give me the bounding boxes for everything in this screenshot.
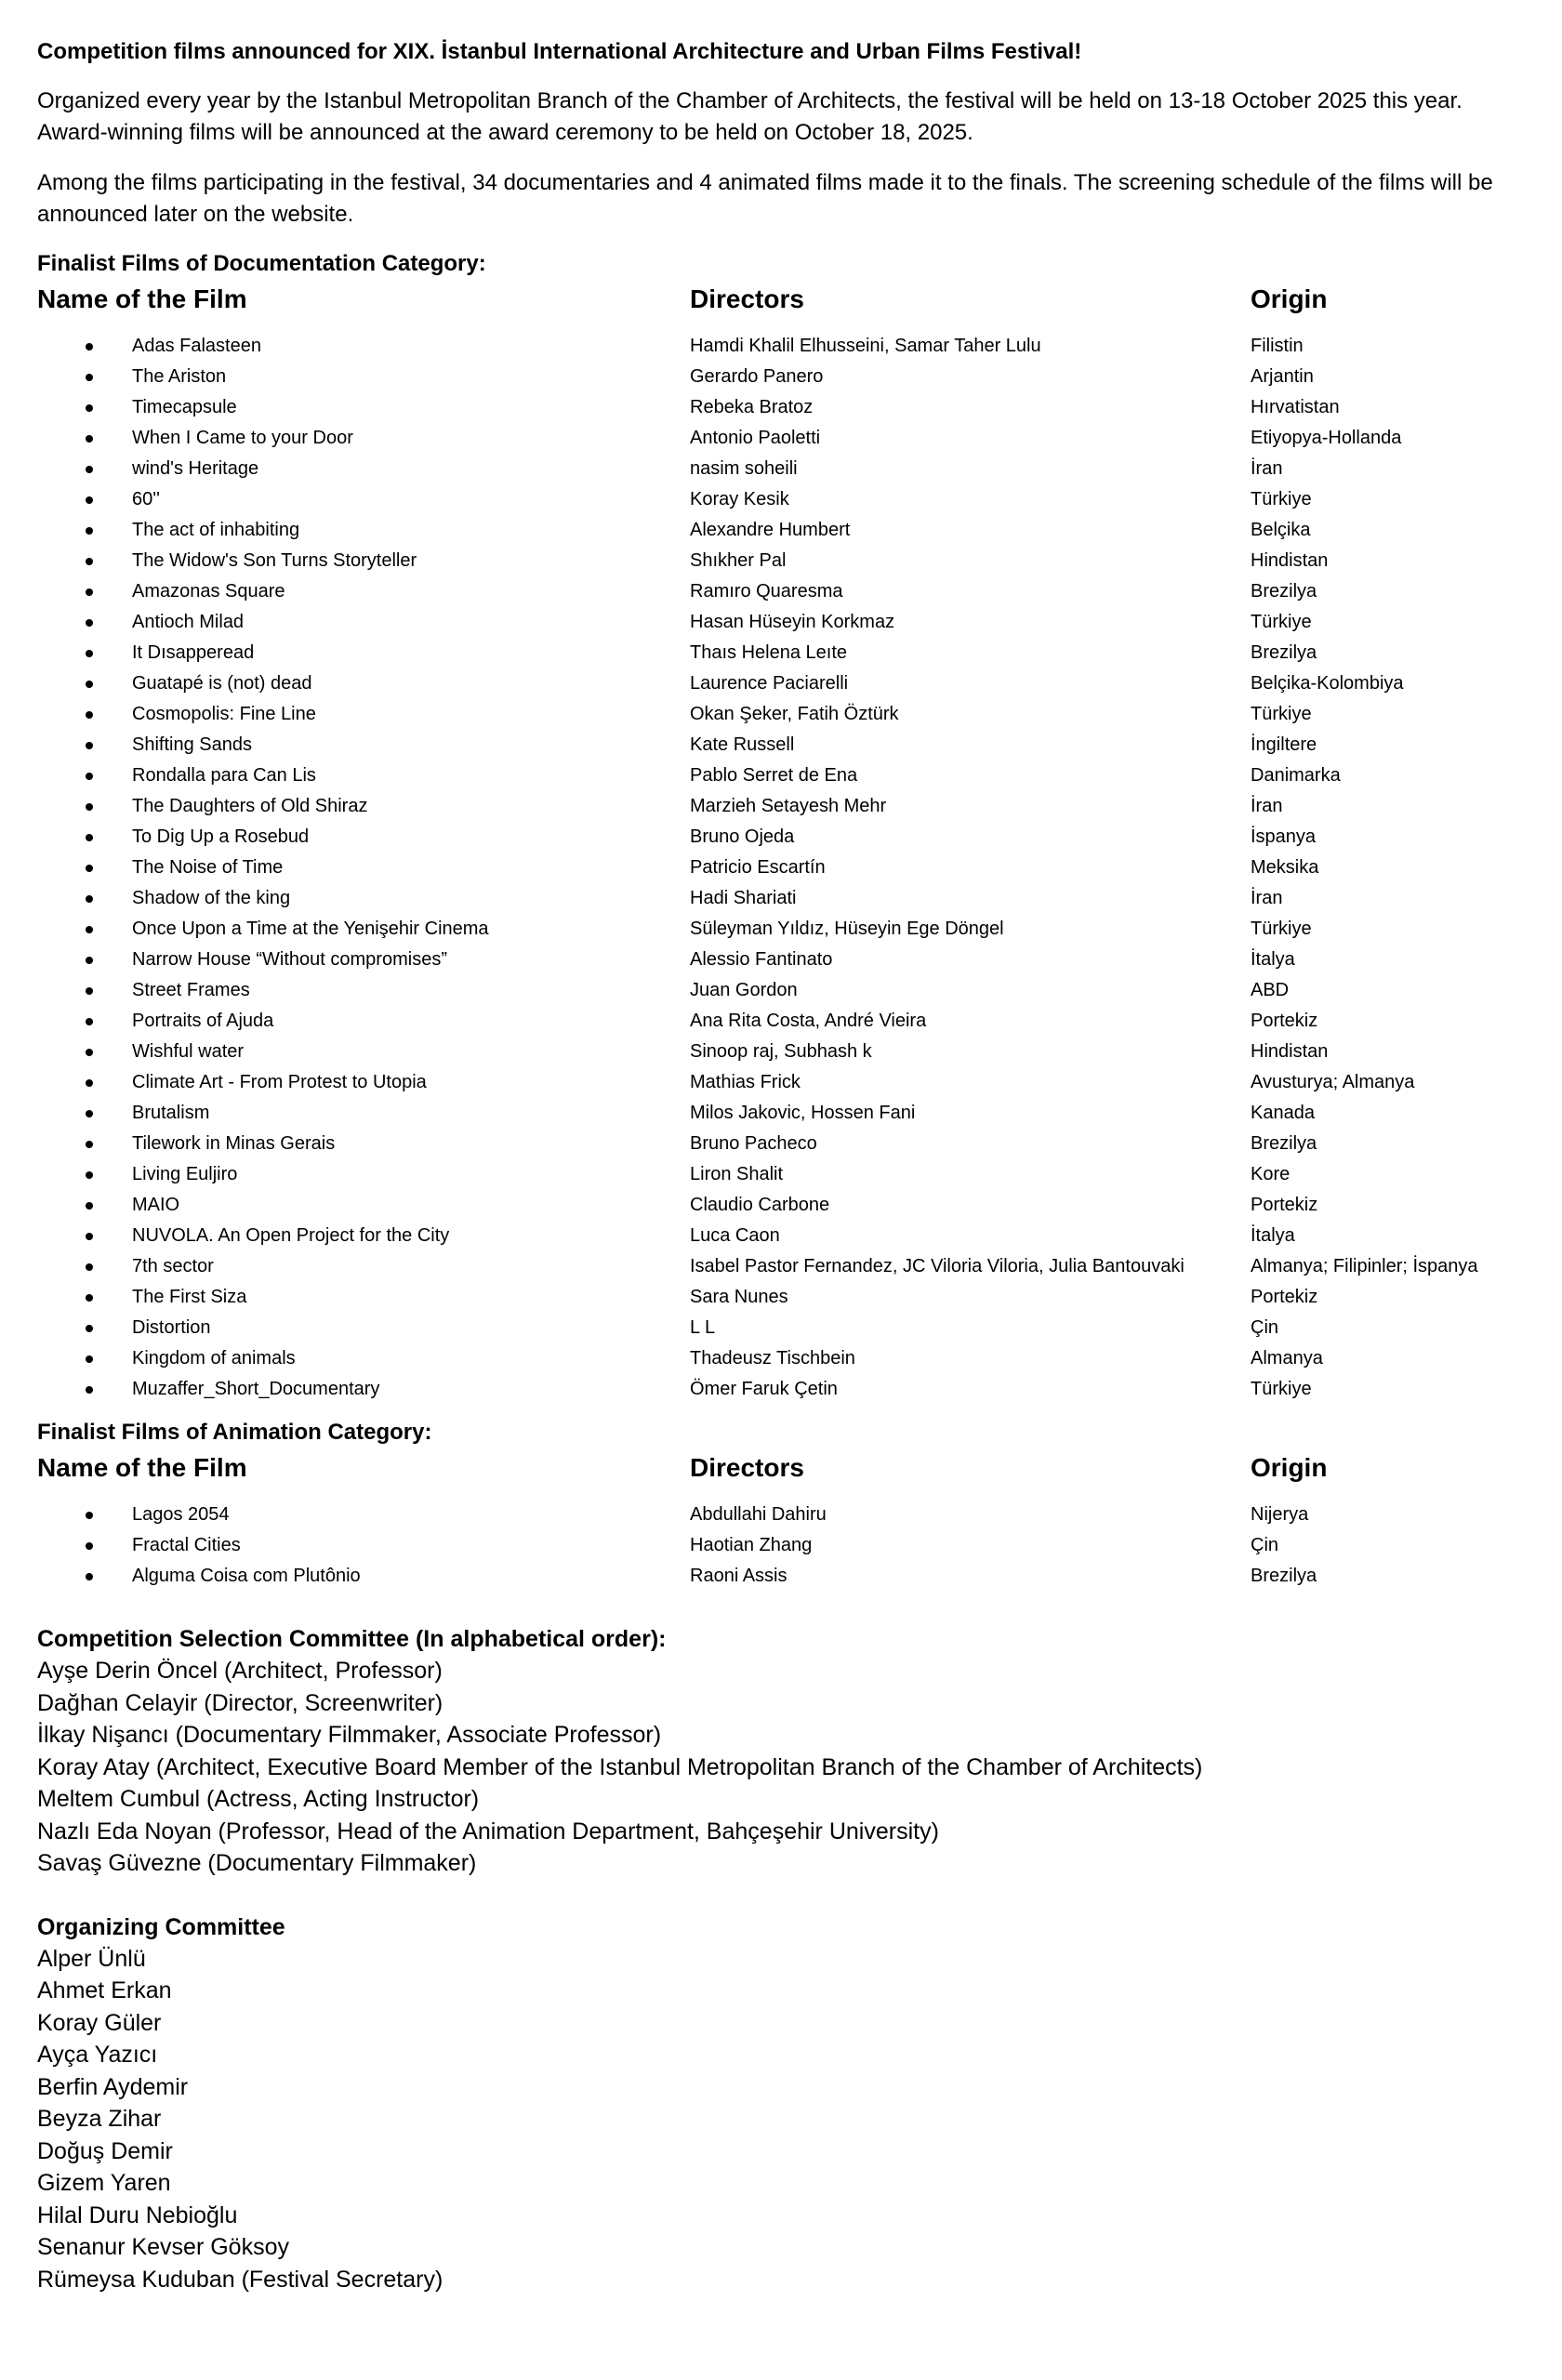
- bullet-icon: [86, 1355, 93, 1363]
- bullet-cell: [37, 435, 132, 443]
- film-name: MAIO: [132, 1195, 180, 1215]
- film-name: The Ariston: [132, 366, 227, 387]
- film-row: [37, 1159, 1525, 1190]
- bullet-icon: [86, 404, 93, 412]
- bullet-cell: [37, 1202, 132, 1210]
- film-directors: Kate Russell: [690, 734, 795, 755]
- film-origin: Filistin: [1251, 336, 1304, 356]
- bullet-icon: [86, 1263, 93, 1271]
- film-row: [37, 515, 1525, 546]
- header-film-name: Name of the Film: [37, 284, 247, 313]
- film-row: [37, 1190, 1525, 1221]
- film-row: [37, 638, 1525, 668]
- documentary-film-list: [37, 331, 1525, 1405]
- film-directors: Claudio Carbone: [690, 1195, 830, 1215]
- film-row: [37, 1129, 1525, 1159]
- film-origin: Danimarka: [1251, 765, 1341, 786]
- animation-category-title: Finalist Films of Animation Category:: [37, 1420, 432, 1445]
- film-name: Kingdom of animals: [132, 1348, 296, 1368]
- film-directors: Hamdi Khalil Elhusseini, Samar Taher Lulu: [690, 336, 1041, 356]
- bullet-cell: [37, 650, 132, 657]
- film-directors: Hasan Hüseyin Korkmaz: [690, 612, 895, 632]
- film-name: Amazonas Square: [132, 581, 285, 602]
- film-origin: Çin: [1251, 1535, 1279, 1555]
- header-film-name: Name of the Film: [37, 1453, 247, 1482]
- film-origin: Brezilya: [1251, 581, 1317, 602]
- committee-member: Senanur Kevser Göksoy: [37, 2234, 289, 2260]
- film-origin: Belçika: [1251, 520, 1311, 540]
- bullet-cell: [37, 404, 132, 412]
- film-origin: Türkiye: [1251, 919, 1312, 939]
- bullet-icon: [86, 711, 93, 719]
- animation-table-header: [37, 1448, 1525, 1488]
- film-name: It Dısapperead: [132, 642, 255, 663]
- committee-member: Beyza Zihar: [37, 2106, 162, 2132]
- film-name: The act of inhabiting: [132, 520, 300, 540]
- film-row: [37, 822, 1525, 853]
- bullet-cell: [37, 834, 132, 841]
- bullet-cell: [37, 1542, 132, 1550]
- bullet-icon: [86, 588, 93, 596]
- bullet-cell: [37, 374, 132, 381]
- film-directors: Thaıs Helena Leıte: [690, 642, 847, 663]
- film-directors: Mathias Frick: [690, 1072, 801, 1092]
- committee-member: Berfin Aydemir: [37, 2073, 189, 2100]
- film-origin: Meksika: [1251, 857, 1319, 878]
- film-directors: Isabel Pastor Fernandez, JC Viloria Viloria, Julia Bantouvaki: [690, 1256, 1185, 1276]
- bullet-cell: [37, 527, 132, 535]
- film-origin: Brezilya: [1251, 642, 1317, 663]
- committee-member: Gizem Yaren: [37, 2170, 171, 2196]
- film-name: Fractal Cities: [132, 1535, 241, 1555]
- film-name: The Daughters of Old Shiraz: [132, 796, 368, 816]
- film-directors: Okan Şeker, Fatih Öztürk: [690, 704, 899, 724]
- film-directors: Antonio Paoletti: [690, 428, 821, 448]
- film-origin: Türkiye: [1251, 704, 1312, 724]
- bullet-cell: [37, 1049, 132, 1056]
- film-directors: Ana Rita Costa, André Vieira: [690, 1011, 927, 1031]
- film-row: [37, 1282, 1525, 1313]
- film-origin: Brezilya: [1251, 1133, 1317, 1154]
- committee-member: Hilal Duru Nebioğlu: [37, 2202, 238, 2228]
- organizing-committee: [37, 1911, 1525, 2296]
- documentary-section: [37, 249, 1525, 1405]
- film-origin: İngiltere: [1251, 734, 1317, 755]
- bullet-icon: [86, 650, 93, 657]
- film-row: [37, 1221, 1525, 1251]
- committee-member: Alper Ünlü: [37, 1945, 146, 1972]
- bullet-icon: [86, 803, 93, 811]
- film-origin: Portekiz: [1251, 1011, 1318, 1031]
- film-origin: Hırvatistan: [1251, 397, 1340, 417]
- bullet-icon: [86, 1386, 93, 1394]
- film-origin: Almanya: [1251, 1348, 1323, 1368]
- organizing-committee-title: Organizing Committee: [37, 1913, 285, 1940]
- film-row: [37, 1374, 1525, 1405]
- film-row: [37, 945, 1525, 975]
- film-directors: Hadi Shariati: [690, 888, 797, 908]
- film-name: Narrow House “Without compromises”: [132, 949, 447, 970]
- bullet-cell: [37, 1018, 132, 1025]
- film-origin: Portekiz: [1251, 1195, 1318, 1215]
- film-origin: Türkiye: [1251, 1379, 1312, 1399]
- animation-section: [37, 1418, 1525, 1592]
- film-row: [37, 699, 1525, 730]
- film-row: [37, 760, 1525, 791]
- bullet-icon: [86, 1325, 93, 1332]
- bullet-cell: [37, 926, 132, 933]
- film-origin: Hindistan: [1251, 550, 1329, 571]
- bullet-cell: [37, 1386, 132, 1394]
- film-row: [37, 1561, 1525, 1592]
- header-directors: Directors: [690, 284, 804, 313]
- animation-film-list: [37, 1500, 1525, 1592]
- film-name: Wishful water: [132, 1041, 245, 1062]
- documentary-category-title: Finalist Films of Documentation Category:: [37, 251, 486, 276]
- film-name: Once Upon a Time at the Yenişehir Cinema: [132, 919, 489, 939]
- bullet-cell: [37, 773, 132, 780]
- bullet-cell: [37, 1325, 132, 1332]
- film-row: [37, 423, 1525, 454]
- film-row: [37, 853, 1525, 883]
- film-directors: Sinoop raj, Subhash k: [690, 1041, 872, 1062]
- bullet-icon: [86, 1233, 93, 1240]
- film-origin: Etiyopya-Hollanda: [1251, 428, 1402, 448]
- film-row: [37, 668, 1525, 699]
- film-directors: Marzieh Setayesh Mehr: [690, 796, 887, 816]
- bullet-cell: [37, 496, 132, 504]
- film-directors: Haotian Zhang: [690, 1535, 813, 1555]
- bullet-icon: [86, 1110, 93, 1117]
- committee-member: Savaş Güvezne (Documentary Filmmaker): [37, 1850, 477, 1876]
- bullet-icon: [86, 957, 93, 964]
- bullet-cell: [37, 619, 132, 627]
- film-row: [37, 454, 1525, 484]
- selection-committee: [37, 1623, 1525, 1880]
- film-directors: Koray Kesik: [690, 489, 789, 509]
- bullet-cell: [37, 1233, 132, 1240]
- film-directors: Juan Gordon: [690, 980, 798, 1000]
- film-origin: İran: [1251, 796, 1283, 816]
- bullet-cell: [37, 1110, 132, 1117]
- bullet-icon: [86, 374, 93, 381]
- film-directors: Ömer Faruk Çetin: [690, 1379, 838, 1399]
- film-name: Brutalism: [132, 1103, 210, 1123]
- film-name: Cosmopolis: Fine Line: [132, 704, 316, 724]
- committee-member: Doğuş Demir: [37, 2137, 173, 2164]
- film-name: Living Euljiro: [132, 1164, 238, 1184]
- film-name: Climate Art - From Protest to Utopia: [132, 1072, 427, 1092]
- bullet-cell: [37, 558, 132, 565]
- bullet-icon: [86, 926, 93, 933]
- film-row: [37, 975, 1525, 1006]
- film-row: [37, 883, 1525, 914]
- film-row: [37, 914, 1525, 945]
- bullet-cell: [37, 1573, 132, 1580]
- film-directors: Abdullahi Dahiru: [690, 1504, 827, 1525]
- bullet-icon: [86, 1542, 93, 1550]
- film-directors: Rebeka Bratoz: [690, 397, 814, 417]
- committee-member: Ayşe Derin Öncel (Architect, Professor): [37, 1658, 443, 1684]
- bullet-icon: [86, 558, 93, 565]
- committee-member: Koray Atay (Architect, Executive Board Member of the Istanbul Metropolitan Branch of the Chamber of Architects): [37, 1753, 1203, 1780]
- film-directors: Luca Caon: [690, 1225, 780, 1246]
- film-directors: Süleyman Yıldız, Hüseyin Ege Döngel: [690, 919, 1004, 939]
- film-row: [37, 1098, 1525, 1129]
- bullet-cell: [37, 681, 132, 688]
- film-row: [37, 331, 1525, 362]
- film-row: [37, 576, 1525, 607]
- film-row: [37, 1530, 1525, 1561]
- bullet-icon: [86, 681, 93, 688]
- film-row: [37, 1251, 1525, 1282]
- film-origin: Kanada: [1251, 1103, 1315, 1123]
- film-origin: Almanya; Filipinler; İspanya: [1251, 1256, 1478, 1276]
- film-directors: L L: [690, 1317, 716, 1338]
- film-directors: Shıkher Pal: [690, 550, 787, 571]
- header-origin: Origin: [1251, 1453, 1328, 1482]
- bullet-icon: [86, 742, 93, 749]
- film-directors: Liron Shalit: [690, 1164, 784, 1184]
- film-row: [37, 1006, 1525, 1037]
- announcement-title: Competition films announced for XIX. İstanbul International Architecture and Urban Films Festival!: [37, 39, 1082, 64]
- bullet-icon: [86, 1573, 93, 1580]
- film-row: [37, 791, 1525, 822]
- film-name: Distortion: [132, 1317, 211, 1338]
- film-name: Tilework in Minas Gerais: [132, 1133, 336, 1154]
- film-name: When I Came to your Door: [132, 428, 353, 448]
- selection-committee-list: [37, 1655, 1525, 1880]
- bullet-cell: [37, 957, 132, 964]
- film-origin: Hindistan: [1251, 1041, 1329, 1062]
- film-directors: Laurence Paciarelli: [690, 673, 849, 694]
- bullet-icon: [86, 496, 93, 504]
- film-origin: ABD: [1251, 980, 1290, 1000]
- film-name: Timecapsule: [132, 397, 237, 417]
- film-origin: İspanya: [1251, 826, 1317, 847]
- film-name: 7th sector: [132, 1256, 214, 1276]
- film-origin: Avusturya; Almanya: [1251, 1072, 1415, 1092]
- film-name: Street Frames: [132, 980, 250, 1000]
- film-row: [37, 607, 1525, 638]
- film-origin: İran: [1251, 458, 1283, 479]
- header-origin: Origin: [1251, 284, 1328, 313]
- film-name: Shifting Sands: [132, 734, 252, 755]
- film-directors: Milos Jakovic, Hossen Fani: [690, 1103, 916, 1123]
- bullet-icon: [86, 1018, 93, 1025]
- bullet-icon: [86, 1512, 93, 1519]
- film-directors: nasim soheili: [690, 458, 798, 479]
- bullet-cell: [37, 1294, 132, 1302]
- film-name: Guatapé is (not) dead: [132, 673, 312, 694]
- bullet-icon: [86, 343, 93, 350]
- film-origin: İran: [1251, 888, 1283, 908]
- film-name: Lagos 2054: [132, 1504, 230, 1525]
- bullet-icon: [86, 1079, 93, 1087]
- bullet-icon: [86, 527, 93, 535]
- bullet-cell: [37, 895, 132, 903]
- bullet-icon: [86, 1171, 93, 1179]
- film-name: Rondalla para Can Lis: [132, 765, 316, 786]
- bullet-icon: [86, 1294, 93, 1302]
- film-directors: Gerardo Panero: [690, 366, 824, 387]
- film-directors: Raoni Assis: [690, 1566, 788, 1586]
- film-origin: İtalya: [1251, 949, 1295, 970]
- bullet-icon: [86, 865, 93, 872]
- film-directors: Ramıro Quaresma: [690, 581, 843, 602]
- committee-member: Koray Güler: [37, 2009, 162, 2036]
- film-row: [37, 1500, 1525, 1530]
- film-origin: İtalya: [1251, 1225, 1295, 1246]
- film-origin: Brezilya: [1251, 1566, 1317, 1586]
- film-origin: Kore: [1251, 1164, 1291, 1184]
- documentary-table-header: [37, 279, 1525, 320]
- film-row: [37, 1313, 1525, 1343]
- film-name: Antioch Milad: [132, 612, 245, 632]
- bullet-cell: [37, 1263, 132, 1271]
- bullet-icon: [86, 987, 93, 995]
- bullet-icon: [86, 1049, 93, 1056]
- film-origin: Nijerya: [1251, 1504, 1309, 1525]
- film-row: [37, 1037, 1525, 1067]
- bullet-cell: [37, 466, 132, 473]
- committee-member: Rümeysa Kuduban (Festival Secretary): [37, 2266, 443, 2293]
- committee-member: Meltem Cumbul (Actress, Acting Instructor): [37, 1786, 480, 1812]
- film-row: [37, 484, 1525, 515]
- film-origin: Arjantin: [1251, 366, 1314, 387]
- film-row: [37, 392, 1525, 423]
- bullet-cell: [37, 343, 132, 350]
- bullet-icon: [86, 895, 93, 903]
- bullet-cell: [37, 803, 132, 811]
- bullet-icon: [86, 1202, 93, 1210]
- bullet-cell: [37, 987, 132, 995]
- film-name: The First Siza: [132, 1287, 247, 1307]
- film-name: Muzaffer_Short_Documentary: [132, 1379, 380, 1399]
- bullet-icon: [86, 619, 93, 627]
- film-directors: Pablo Serret de Ena: [690, 765, 858, 786]
- film-row: [37, 362, 1525, 392]
- bullet-cell: [37, 742, 132, 749]
- bullet-cell: [37, 711, 132, 719]
- bullet-cell: [37, 865, 132, 872]
- finalists-paragraph: Among the films participating in the festival, 34 documentaries and 4 animated films made it to the finals. The screening schedule of the films will be announced later on the website.: [37, 170, 1493, 227]
- committee-member: Ayça Yazıcı: [37, 2042, 158, 2068]
- bullet-cell: [37, 1079, 132, 1087]
- film-origin: Türkiye: [1251, 612, 1312, 632]
- film-directors: Thadeusz Tischbein: [690, 1348, 855, 1368]
- committee-member: Ahmet Erkan: [37, 1977, 172, 2003]
- film-row: [37, 730, 1525, 760]
- intro-paragraph: Organized every year by the Istanbul Metropolitan Branch of the Chamber of Architects, the festival will be held on 13-18 October 2025 this year. Award-winning films will be announced at the award ceremony to be held on October 18, 2025.: [37, 88, 1463, 145]
- film-directors: Bruno Pacheco: [690, 1133, 817, 1154]
- film-directors: Alexandre Humbert: [690, 520, 851, 540]
- film-name: wind's Heritage: [132, 458, 259, 479]
- bullet-cell: [37, 1512, 132, 1519]
- document-page: [37, 37, 1525, 2295]
- film-row: [37, 1343, 1525, 1374]
- film-name: NUVOLA. An Open Project for the City: [132, 1225, 450, 1246]
- film-name: 60'': [132, 489, 160, 509]
- film-name: Adas Falasteen: [132, 336, 261, 356]
- header-directors: Directors: [690, 1453, 804, 1482]
- bullet-icon: [86, 834, 93, 841]
- film-name: To Dig Up a Rosebud: [132, 826, 310, 847]
- organizing-committee-list: [37, 1943, 1525, 2296]
- film-name: The Widow's Son Turns Storyteller: [132, 550, 417, 571]
- film-name: Shadow of the king: [132, 888, 291, 908]
- bullet-icon: [86, 773, 93, 780]
- committee-member: Nazlı Eda Noyan (Professor, Head of the Animation Department, Bahçeşehir University): [37, 1818, 939, 1844]
- bullet-cell: [37, 1141, 132, 1148]
- bullet-cell: [37, 588, 132, 596]
- film-row: [37, 546, 1525, 576]
- bullet-cell: [37, 1355, 132, 1363]
- selection-committee-title: Competition Selection Committee (In alphabetical order):: [37, 1626, 667, 1652]
- bullet-icon: [86, 435, 93, 443]
- film-directors: Sara Nunes: [690, 1287, 788, 1307]
- film-name: The Noise of Time: [132, 857, 284, 878]
- film-row: [37, 1067, 1525, 1098]
- film-directors: Patricio Escartín: [690, 857, 826, 878]
- bullet-icon: [86, 1141, 93, 1148]
- film-directors: Alessio Fantinato: [690, 949, 833, 970]
- bullet-cell: [37, 1171, 132, 1179]
- film-origin: Çin: [1251, 1317, 1279, 1338]
- bullet-icon: [86, 466, 93, 473]
- film-name: Alguma Coisa com Plutônio: [132, 1566, 361, 1586]
- film-origin: Türkiye: [1251, 489, 1312, 509]
- committee-member: İlkay Nişancı (Documentary Filmmaker, Associate Professor): [37, 1722, 662, 1748]
- film-directors: Bruno Ojeda: [690, 826, 795, 847]
- committee-member: Dağhan Celayir (Director, Screenwriter): [37, 1689, 443, 1716]
- film-origin: Portekiz: [1251, 1287, 1318, 1307]
- film-origin: Belçika-Kolombiya: [1251, 673, 1404, 694]
- film-name: Portraits of Ajuda: [132, 1011, 274, 1031]
